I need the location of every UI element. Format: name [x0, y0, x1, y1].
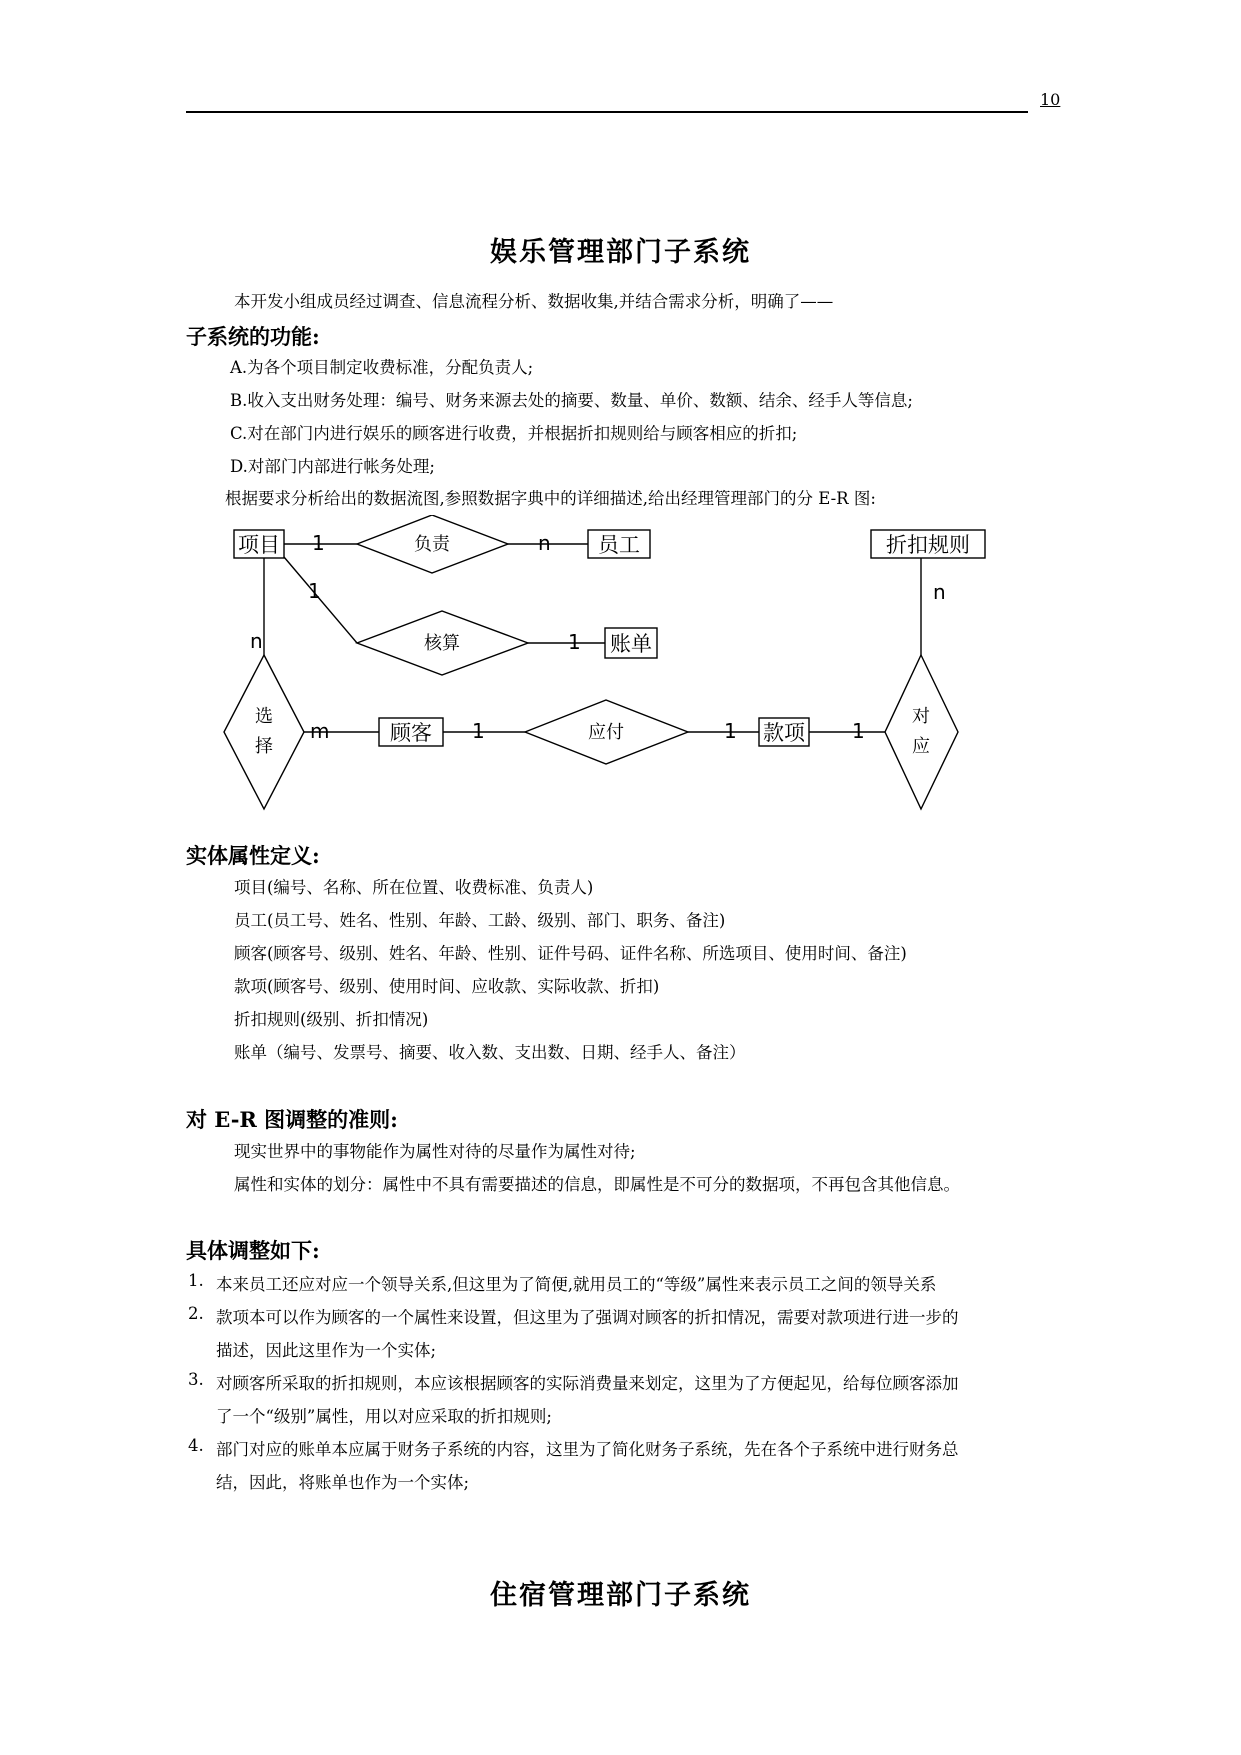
rel-pay: 应付: [588, 722, 624, 743]
adjustment-line: 款项本可以作为顾客的一个属性来设置，但这里为了强调对顾客的折扣情况，需要对款项进行进一步的: [216, 1308, 959, 1327]
rel-responsible: 负责: [414, 534, 450, 555]
card-pay-fund: 1: [724, 719, 737, 743]
card-accounting-bill: 1: [568, 630, 581, 654]
header-rule: [186, 111, 1028, 113]
rel-select-char-2: 择: [255, 736, 273, 757]
adjustment-line: 本来员工还应对应一个领导关系,但这里为了简便,就用员工的“等级”属性来表示员工之间的领导关系: [216, 1275, 937, 1294]
card-fund-correspond: 1: [852, 719, 865, 743]
function-item-d: D.对部门内部进行帐务处理;: [230, 457, 435, 476]
attribute-item: 折扣规则(级别、折扣情况): [234, 1010, 429, 1029]
adjustment-number: 1.: [188, 1271, 204, 1290]
intro-paragraph: 本开发小组成员经过调查、信息流程分析、数据收集,并结合需求分析，明确了——: [234, 292, 834, 311]
adjustment-line: 了一个“级别”属性，用以对应采取的折扣规则;: [216, 1407, 552, 1426]
card-responsible-employee: n: [538, 531, 551, 555]
card-customer-pay: 1: [472, 719, 485, 743]
attribute-item: 顾客(顾客号、级别、姓名、年龄、性别、证件号码、证件名称、所选项目、使用时间、备注): [234, 944, 907, 963]
next-section-title: 住宿管理部门子系统: [490, 1580, 751, 1611]
card-project-responsible: 1: [312, 531, 325, 555]
adjustment-number: 3.: [188, 1370, 204, 1389]
rel-accounting: 核算: [424, 633, 460, 654]
er-diagram: [200, 515, 1000, 825]
attribute-item: 项目(编号、名称、所在位置、收费标准、负责人): [234, 878, 594, 897]
function-item-c: C.对在部门内进行娱乐的顾客进行收费，并根据折扣规则给与顾客相应的折扣;: [230, 424, 798, 443]
attribute-item: 款项(顾客号、级别、使用时间、应收款、实际收款、折扣): [234, 977, 660, 996]
entity-fund: 款项: [763, 721, 805, 745]
rel-select-char-1: 选: [255, 706, 273, 727]
rel-correspond-char-1: 对: [912, 706, 930, 727]
entity-employee: 员工: [598, 533, 640, 557]
card-correspond-discount: n: [933, 580, 946, 604]
attributes-heading: 实体属性定义:: [186, 843, 320, 868]
adjustment-number: 2.: [188, 1304, 204, 1323]
attribute-item: 员工(员工号、姓名、性别、年龄、工龄、级别、部门、职务、备注): [234, 911, 726, 930]
entity-project: 项目: [238, 533, 280, 557]
er-intro: 根据要求分析给出的数据流图,参照数据字典中的详细描述,给出经理管理部门的分 E-R 图:: [225, 489, 876, 508]
rel-correspond-char-2: 应: [912, 736, 930, 757]
page-number: 10: [1040, 90, 1061, 109]
section-title: 娱乐管理部门子系统: [490, 237, 751, 268]
card-project-accounting: 1: [308, 579, 321, 603]
adjustments-heading: 具体调整如下:: [186, 1238, 320, 1263]
rel-select-shape: [224, 655, 304, 809]
entity-discount-rule: 折扣规则: [886, 533, 970, 557]
functions-heading: 子系统的功能:: [186, 324, 320, 349]
card-select-customer: m: [310, 719, 330, 743]
rule-item: 属性和实体的划分：属性中不具有需要描述的信息，即属性是不可分的数据项，不再包含其他信息。: [234, 1175, 960, 1194]
entity-bill: 账单: [610, 632, 652, 656]
rel-correspond-shape: [885, 655, 958, 809]
card-project-select: n: [250, 629, 263, 653]
entity-customer: 顾客: [390, 721, 432, 745]
adjustment-number: 4.: [188, 1436, 204, 1455]
function-item-b: B.收入支出财务处理：编号、财务来源去处的摘要、数量、单价、数额、结余、经手人等信息;: [230, 391, 913, 410]
adjustment-line: 结，因此，将账单也作为一个实体;: [216, 1473, 470, 1492]
rule-item: 现实世界中的事物能作为属性对待的尽量作为属性对待;: [234, 1142, 636, 1161]
adjustment-line: 描述，因此这里作为一个实体;: [216, 1341, 437, 1360]
attribute-item: 账单（编号、发票号、摘要、收入数、支出数、日期、经手人、备注）: [234, 1043, 746, 1062]
adjustment-line: 部门对应的账单本应属于财务子系统的内容，这里为了简化财务子系统，先在各个子系统中进行财务总: [216, 1440, 959, 1459]
adjustment-line: 对顾客所采取的折扣规则，本应该根据顾客的实际消费量来划定，这里为了方便起见，给每位顾客添加: [216, 1374, 959, 1393]
rules-heading: 对 E-R 图调整的准则:: [186, 1107, 398, 1132]
function-item-a: A.为各个项目制定收费标准，分配负责人;: [230, 358, 534, 377]
